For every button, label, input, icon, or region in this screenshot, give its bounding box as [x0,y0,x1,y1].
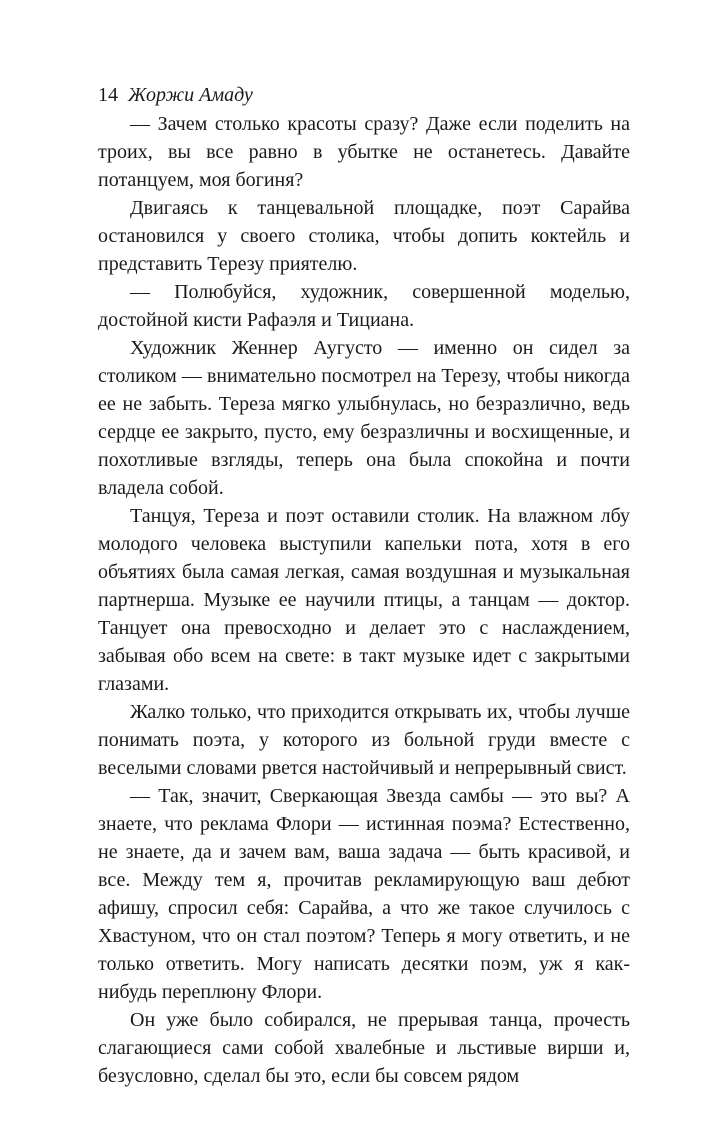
paragraph: Он уже было собирался, не прерывая танца, прочесть слагающиеся сами собой хвалебные и льстивые вирши и, безусловно, сделал бы это, если бы совсем рядом [98,1009,630,1087]
body-text [98,110,630,1090]
paragraph: — Зачем столько красоты сразу? Даже если поделить на троих, вы все равно в убытке не останетесь. Давайте потанцуем, моя богиня? [98,113,630,191]
page-number: 14 [98,84,118,106]
running-head-author: Жоржи Амаду [128,84,253,106]
paragraph: — Полюбуйся, художник, совершенной моделью, достойной кисти Рафаэля и Тициана. [98,281,630,331]
paragraph: Двигаясь к танцевальной площадке, поэт Сарайва остановился у своего столика, чтобы допить коктейль и представить Терезу приятелю. [98,197,630,275]
paragraph: — Так, значит, Сверкающая Звезда самбы — это вы? А знаете, что реклама Флори — истинная поэма? Естественно, не знаете, да и зачем вам, ваша задача — быть красивой, и все. Между тем я, прочитав рекламирующую ваш дебют афишу, спросил себя: Сарайва, а что же такое случилось с Хвастуном, что он стал поэтом? Теперь я могу ответить, и не только ответить. Могу написать десятки поэм, уж я как-нибудь переплюну Флори. [98,785,630,1003]
paragraph: Художник Женнер Аугусто — именно он сидел за столиком — внимательно посмотрел на Терезу, чтобы никогда ее не забыть. Тереза мягко улыбнулась, но безразлично, ведь сердце ее закрыто, пусто, ему безразличны и восхищенные, и похотливые взгляды, теперь она была спокойна и почти владела собой. [98,337,630,499]
running-head [98,82,630,108]
paragraph: Жалко только, что приходится открывать их, чтобы лучше понимать поэта, у которого из больной груди вместе с веселыми словами рвется настойчивый и непрерывный свист. [98,701,630,779]
paragraph: Танцуя, Тереза и поэт оставили столик. На влажном лбу молодого человека выступили капельки пота, хотя в его объятиях была самая легкая, самая воздушная и музыкальная партнерша. Музыке ее научили птицы, а танцам — доктор. Танцует она превосходно и делает это с наслаждением, забывая обо всем на свете: в такт музыке идет с закрытыми глазами. [98,505,630,695]
book-page [98,82,630,1090]
